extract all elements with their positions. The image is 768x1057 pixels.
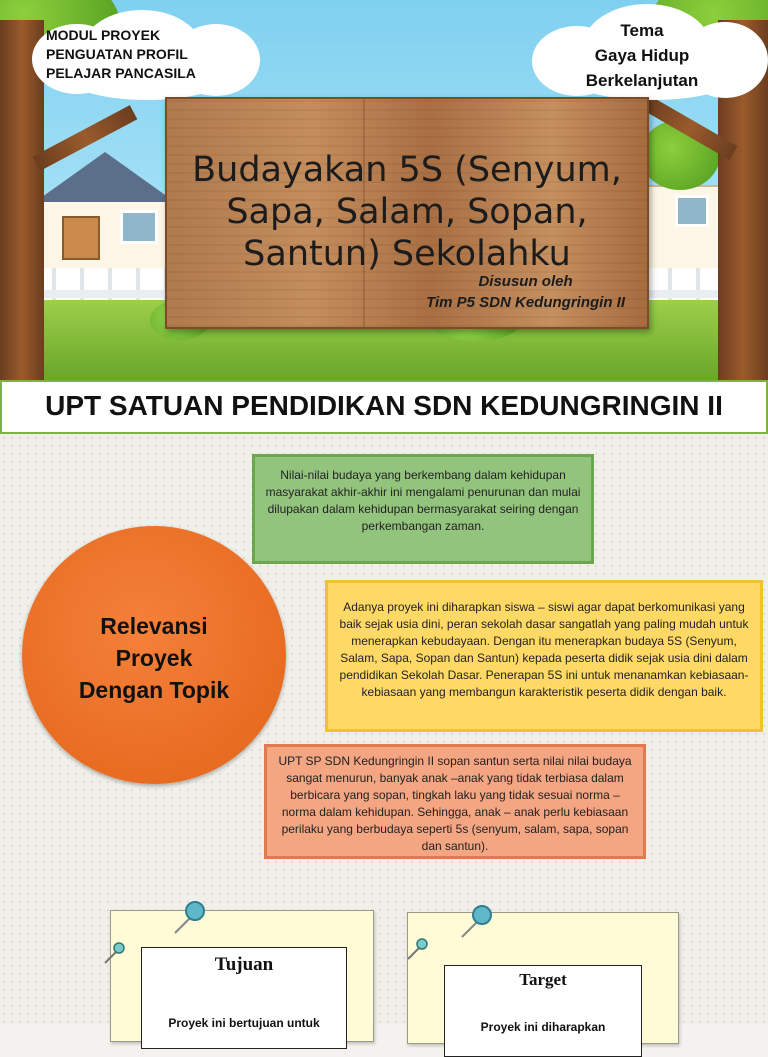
note-tujuan-card — [141, 947, 347, 1049]
cover-title-line: Sapa, Salam, Sopan, — [226, 192, 588, 232]
note-target — [407, 912, 679, 1044]
theme-label — [552, 18, 732, 93]
author-credit-line: Disusun oleh — [478, 273, 573, 290]
pushpin-icon — [169, 899, 209, 939]
pushpin-small-icon — [404, 933, 434, 963]
right-cloud — [532, 2, 768, 102]
context-box-green: Nilai-nilai budaya yang berkembang dalam kehidupan masyarakat akhir-akhir ini mengalami penurunan dan mulai dilupakan dalam kehidupan bermasyarakat seiring dengan perkembangan zaman. — [252, 454, 594, 564]
note-target-title: Target — [519, 970, 567, 989]
note-tujuan-body: Proyek ini bertujuan untuk — [168, 1016, 320, 1030]
relevance-heading — [22, 610, 286, 706]
house-left-window — [120, 210, 158, 244]
school-banner — [0, 380, 768, 434]
cover-title — [167, 149, 647, 275]
cover-illustration — [0, 0, 768, 380]
author-credit-line: Tim P5 SDN Kedungringin II — [426, 294, 625, 311]
cover-title-line: Budayakan 5S (Senyum, — [192, 150, 622, 190]
house-left-door — [62, 216, 100, 260]
theme-label-line: Berkelanjutan — [585, 71, 699, 90]
relevance-heading-line: Proyek — [115, 645, 193, 671]
note-tujuan — [110, 910, 374, 1042]
theme-label-line: Tema — [620, 21, 664, 40]
note-target-body: Proyek ini diharapkan — [480, 1020, 606, 1034]
author-credit — [426, 271, 625, 313]
context-box-salmon: UPT SP SDN Kedungringin II sopan santun serta nilai nilai budaya sangat menurun, banyak anak –anak yang tidak terbiasa dalam berbicara yang sopan, tingkah laku yang tidak sesuai norma – norma dalam kehidupan. Sehingga, anak – anak perlu kebiasaan perilaku yang berbudaya seperti 5s (senyum, salam, sapa, sopan dan santun). — [264, 744, 646, 859]
house-right-window — [675, 195, 709, 227]
cover-title-line: Santun) Sekolahku — [243, 234, 571, 274]
relevance-circle — [22, 526, 286, 784]
pushpin-small-icon — [101, 937, 131, 967]
module-label-line: PELAJAR PANCASILA — [46, 65, 196, 81]
pushpin-icon — [456, 903, 496, 943]
wooden-title-board — [165, 97, 649, 329]
note-tujuan-title: Tujuan — [214, 954, 274, 975]
module-label — [46, 26, 236, 83]
module-label-line: MODUL PROYEK — [46, 27, 161, 43]
theme-label-line: Gaya Hidup — [594, 46, 690, 65]
left-cloud — [22, 6, 262, 102]
school-banner-text: UPT SATUAN PENDIDIKAN SDN KEDUNGRINGIN II — [45, 390, 723, 421]
context-box-yellow: Adanya proyek ini diharapkan siswa – siswi agar dapat berkomunikasi yang baik sejak usia dini, peran sekolah dasar sangatlah yang paling mudah untuk menerapkan kebudayaan. Dengan itu menerapkan budaya 5S (Senyum, Salam, Sapa, Sopan dan Santun) kepada peserta didik sejak usia dini dalam pendidikan Sekolah Dasar. Penerapan 5S ini untuk menanamkan kebiasaan-kebiasaan yang membangun karakteristik peserta didik dengan baik. — [325, 580, 763, 732]
note-target-card — [444, 965, 642, 1057]
module-label-line: PENGUATAN PROFIL — [46, 46, 188, 62]
relevance-heading-line: Relevansi — [100, 613, 208, 639]
relevance-heading-line: Dengan Topik — [78, 677, 230, 703]
